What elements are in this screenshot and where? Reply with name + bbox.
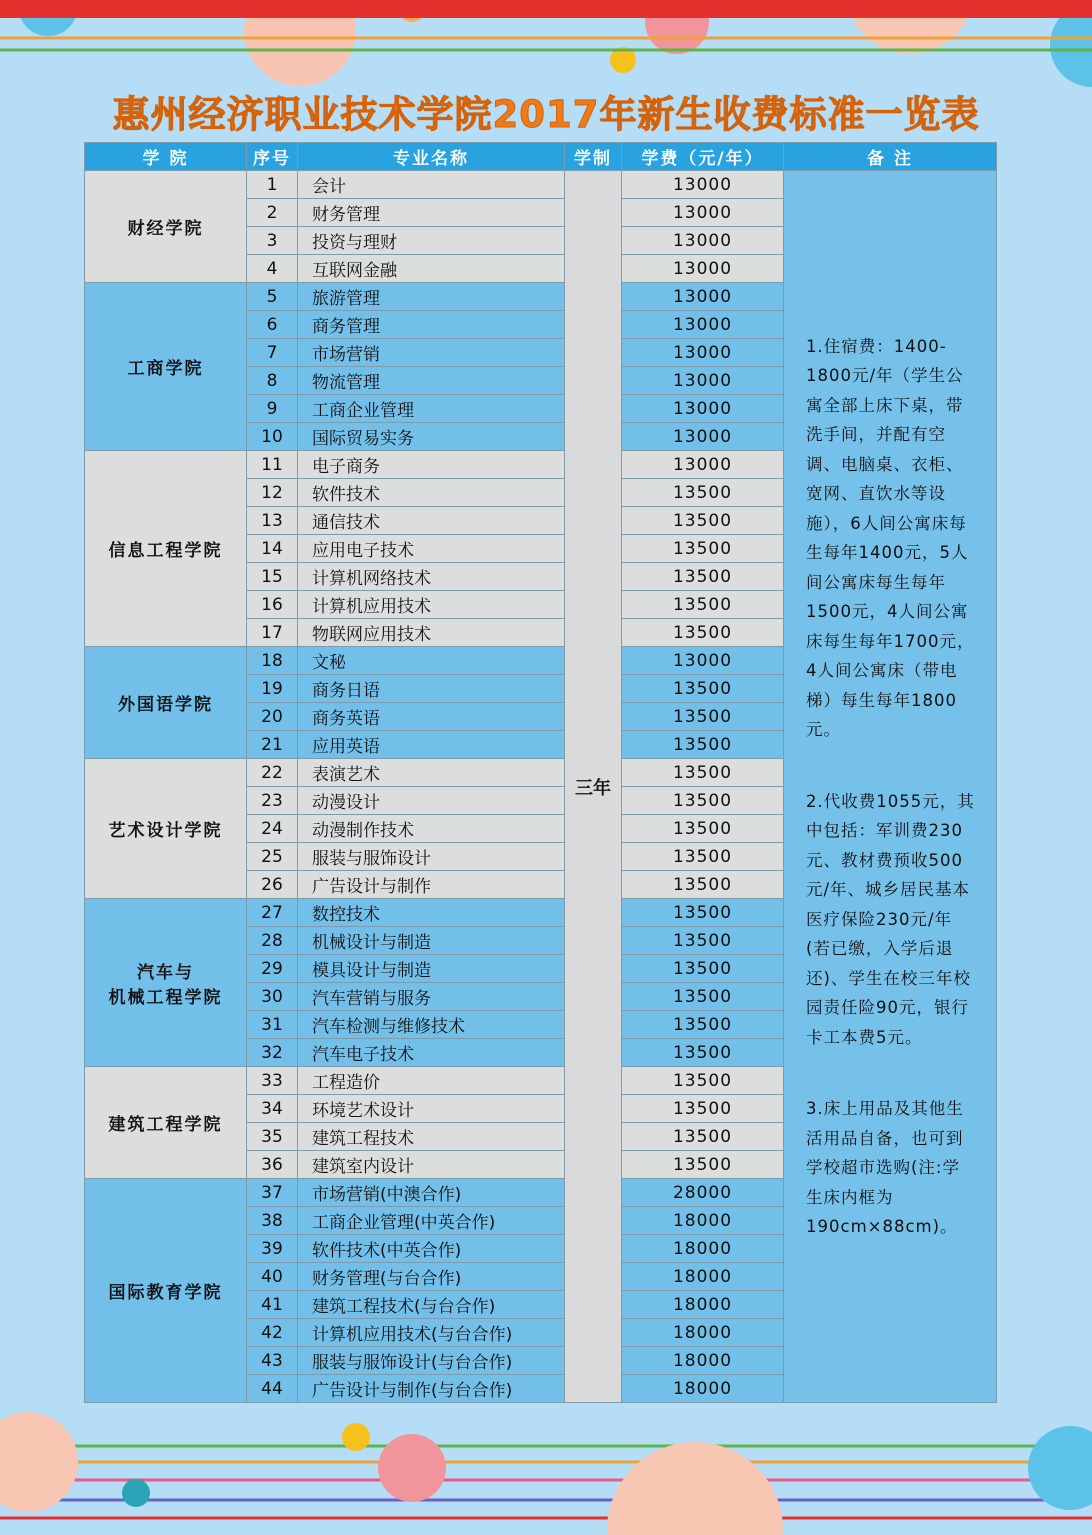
row-number: 26 <box>247 871 298 899</box>
tuition-fee: 13500 <box>622 815 784 843</box>
tuition-fee: 28000 <box>622 1179 784 1207</box>
top-red-bar <box>0 0 1092 18</box>
major-name: 市场营销(中澳合作) <box>298 1179 565 1207</box>
tuition-fee: 18000 <box>622 1291 784 1319</box>
tuition-fee: 13000 <box>622 311 784 339</box>
duration-cell: 三年 <box>565 171 622 1403</box>
college-name-line: 建筑工程学院 <box>108 1115 223 1135</box>
row-number: 14 <box>247 535 298 563</box>
tuition-fee: 18000 <box>622 1319 784 1347</box>
major-name: 工商企业管理(中英合作) <box>298 1207 565 1235</box>
college-name <box>85 1067 247 1179</box>
row-number: 37 <box>247 1179 298 1207</box>
tuition-fee: 13500 <box>622 1151 784 1179</box>
college-name <box>85 899 247 1067</box>
tuition-fee: 13500 <box>622 787 784 815</box>
major-name: 动漫设计 <box>298 787 565 815</box>
major-name: 应用英语 <box>298 731 565 759</box>
tuition-fee: 13500 <box>622 619 784 647</box>
row-number: 43 <box>247 1347 298 1375</box>
tuition-fee: 18000 <box>622 1375 784 1403</box>
major-name: 商务管理 <box>298 311 565 339</box>
tuition-fee: 13500 <box>622 535 784 563</box>
major-name: 应用电子技术 <box>298 535 565 563</box>
decor-circle <box>122 1479 150 1507</box>
major-name: 服装与服饰设计(与台合作) <box>298 1347 565 1375</box>
tuition-fee: 13000 <box>622 255 784 283</box>
major-name: 商务日语 <box>298 675 565 703</box>
tuition-fee: 13500 <box>622 591 784 619</box>
row-number: 24 <box>247 815 298 843</box>
tuition-fee: 13000 <box>622 451 784 479</box>
major-name: 电子商务 <box>298 451 565 479</box>
major-name: 动漫制作技术 <box>298 815 565 843</box>
major-name: 会计 <box>298 171 565 199</box>
row-number: 10 <box>247 423 298 451</box>
decor-circle <box>1028 1426 1092 1510</box>
row-number: 23 <box>247 787 298 815</box>
major-name: 计算机应用技术 <box>298 591 565 619</box>
tuition-fee: 13500 <box>622 927 784 955</box>
row-number: 38 <box>247 1207 298 1235</box>
major-name: 计算机网络技术 <box>298 563 565 591</box>
note-paragraph: 2.代收费1055元，其中包括：军训费230元、教材费预收500元/年、城乡居民基本医疗保险230元/年(若已缴，入学后退还)、学生在校三年校园责任险90元，银行卡工本费5元。 <box>806 791 975 1047</box>
header-major: 专业名称 <box>298 143 565 171</box>
major-name: 汽车检测与维修技术 <box>298 1011 565 1039</box>
college-name-line: 财经学院 <box>127 219 204 239</box>
row-number: 19 <box>247 675 298 703</box>
tuition-fee: 13500 <box>622 759 784 787</box>
row-number: 29 <box>247 955 298 983</box>
tuition-fee: 13500 <box>622 1011 784 1039</box>
row-number: 18 <box>247 647 298 675</box>
major-name: 投资与理财 <box>298 227 565 255</box>
tuition-fee: 13500 <box>622 1039 784 1067</box>
note-paragraph: 3.床上用品及其他生活用品自备，也可到学校超市选购(注:学生床内框为190cm×88cm)。 <box>806 1099 964 1236</box>
major-name: 互联网金融 <box>298 255 565 283</box>
tuition-fee: 13500 <box>622 843 784 871</box>
header-number: 序号 <box>247 143 298 171</box>
major-name: 建筑工程技术(与台合作) <box>298 1291 565 1319</box>
tuition-fee: 13000 <box>622 395 784 423</box>
tuition-fee: 13000 <box>622 199 784 227</box>
tuition-fee: 13500 <box>622 507 784 535</box>
row-number: 28 <box>247 927 298 955</box>
college-name <box>85 171 247 283</box>
college-name-line: 国际教育学院 <box>108 1283 223 1303</box>
tuition-fee: 13000 <box>622 227 784 255</box>
decor-circle <box>378 1434 446 1502</box>
row-number: 13 <box>247 507 298 535</box>
row-number: 33 <box>247 1067 298 1095</box>
row-number: 36 <box>247 1151 298 1179</box>
decor-circle <box>342 1423 370 1451</box>
tuition-fee: 13500 <box>622 731 784 759</box>
major-name: 文秘 <box>298 647 565 675</box>
major-name: 建筑工程技术 <box>298 1123 565 1151</box>
row-number: 4 <box>247 255 298 283</box>
tuition-fee: 18000 <box>622 1347 784 1375</box>
row-number: 2 <box>247 199 298 227</box>
tuition-fee: 13500 <box>622 1067 784 1095</box>
tuition-fee: 13500 <box>622 955 784 983</box>
fee-table <box>84 142 997 1403</box>
major-name: 工商企业管理 <box>298 395 565 423</box>
major-name: 物联网应用技术 <box>298 619 565 647</box>
note-paragraph: 1.住宿费：1400-1800元/年（学生公寓全部上床下桌，带洗手间，并配有空调、电脑桌、衣柜、宽网、直饮水等设施），6人间公寓床每生每年1400元，5人间公寓床每生每年1500元，4人间公寓床每生每年1700元，4人间公寓床（带电梯）每生每年1800元。 <box>806 336 975 739</box>
table-row <box>85 171 997 199</box>
major-name: 工程造价 <box>298 1067 565 1095</box>
row-number: 12 <box>247 479 298 507</box>
row-number: 8 <box>247 367 298 395</box>
college-name-line: 机械工程学院 <box>108 987 223 1008</box>
major-name: 商务英语 <box>298 703 565 731</box>
tuition-fee: 13500 <box>622 479 784 507</box>
tuition-fee: 13500 <box>622 899 784 927</box>
row-number: 27 <box>247 899 298 927</box>
row-number: 20 <box>247 703 298 731</box>
major-name: 建筑室内设计 <box>298 1151 565 1179</box>
row-number: 7 <box>247 339 298 367</box>
tuition-fee: 13500 <box>622 1123 784 1151</box>
decor-circle <box>0 1412 78 1512</box>
college-name-line: 信息工程学院 <box>108 541 223 561</box>
major-name: 广告设计与制作(与台合作) <box>298 1375 565 1403</box>
row-number: 22 <box>247 759 298 787</box>
major-name: 市场营销 <box>298 339 565 367</box>
major-name: 计算机应用技术(与台合作) <box>298 1319 565 1347</box>
notes-cell <box>784 171 997 1403</box>
major-name: 物流管理 <box>298 367 565 395</box>
major-name: 汽车营销与服务 <box>298 983 565 1011</box>
row-number: 5 <box>247 283 298 311</box>
college-name <box>85 451 247 647</box>
tuition-fee: 13500 <box>622 983 784 1011</box>
tuition-fee: 13000 <box>622 283 784 311</box>
row-number: 41 <box>247 1291 298 1319</box>
header-college: 学 院 <box>85 143 247 171</box>
major-name: 汽车电子技术 <box>298 1039 565 1067</box>
tuition-fee: 18000 <box>622 1207 784 1235</box>
major-name: 机械设计与制造 <box>298 927 565 955</box>
tuition-fee: 13000 <box>622 367 784 395</box>
major-name: 模具设计与制造 <box>298 955 565 983</box>
tuition-fee: 13500 <box>622 871 784 899</box>
major-name: 旅游管理 <box>298 283 565 311</box>
tuition-fee: 13500 <box>622 563 784 591</box>
college-name <box>85 647 247 759</box>
row-number: 40 <box>247 1263 298 1291</box>
row-number: 6 <box>247 311 298 339</box>
major-name: 财务管理 <box>298 199 565 227</box>
decor-circle <box>607 1442 783 1535</box>
header-notes: 备 注 <box>784 143 997 171</box>
row-number: 9 <box>247 395 298 423</box>
row-number: 35 <box>247 1123 298 1151</box>
tuition-fee: 13000 <box>622 423 784 451</box>
major-name: 通信技术 <box>298 507 565 535</box>
row-number: 17 <box>247 619 298 647</box>
page-title: 惠州经济职业技术学院2017年新生收费标准一览表 <box>112 93 980 136</box>
major-name: 软件技术 <box>298 479 565 507</box>
tuition-fee: 18000 <box>622 1263 784 1291</box>
row-number: 1 <box>247 171 298 199</box>
tuition-fee: 13000 <box>622 339 784 367</box>
tuition-fee: 13500 <box>622 703 784 731</box>
header-fee: 学费（元/年） <box>622 143 784 171</box>
row-number: 16 <box>247 591 298 619</box>
major-name: 服装与服饰设计 <box>298 843 565 871</box>
row-number: 30 <box>247 983 298 1011</box>
major-name: 广告设计与制作 <box>298 871 565 899</box>
tuition-fee: 13000 <box>622 171 784 199</box>
tuition-fee: 13000 <box>622 647 784 675</box>
table-header-row <box>85 143 997 171</box>
major-name: 软件技术(中英合作) <box>298 1235 565 1263</box>
row-number: 34 <box>247 1095 298 1123</box>
tuition-fee: 13500 <box>622 1095 784 1123</box>
header-duration: 学制 <box>565 143 622 171</box>
major-name: 财务管理(与台合作) <box>298 1263 565 1291</box>
major-name: 表演艺术 <box>298 759 565 787</box>
row-number: 15 <box>247 563 298 591</box>
table-body <box>85 171 997 1403</box>
major-name: 环境艺术设计 <box>298 1095 565 1123</box>
row-number: 31 <box>247 1011 298 1039</box>
row-number: 3 <box>247 227 298 255</box>
college-name <box>85 1179 247 1403</box>
row-number: 11 <box>247 451 298 479</box>
tuition-fee: 18000 <box>622 1235 784 1263</box>
college-name <box>85 759 247 899</box>
row-number: 44 <box>247 1375 298 1403</box>
major-name: 数控技术 <box>298 899 565 927</box>
row-number: 39 <box>247 1235 298 1263</box>
major-name: 国际贸易实务 <box>298 423 565 451</box>
college-name-line: 汽车与 <box>137 962 194 983</box>
college-name-line: 外国语学院 <box>118 695 213 715</box>
college-name-line: 工商学院 <box>127 359 204 379</box>
row-number: 21 <box>247 731 298 759</box>
row-number: 32 <box>247 1039 298 1067</box>
row-number: 42 <box>247 1319 298 1347</box>
college-name-line: 艺术设计学院 <box>108 821 223 841</box>
row-number: 25 <box>247 843 298 871</box>
tuition-fee: 13500 <box>622 675 784 703</box>
college-name <box>85 283 247 451</box>
